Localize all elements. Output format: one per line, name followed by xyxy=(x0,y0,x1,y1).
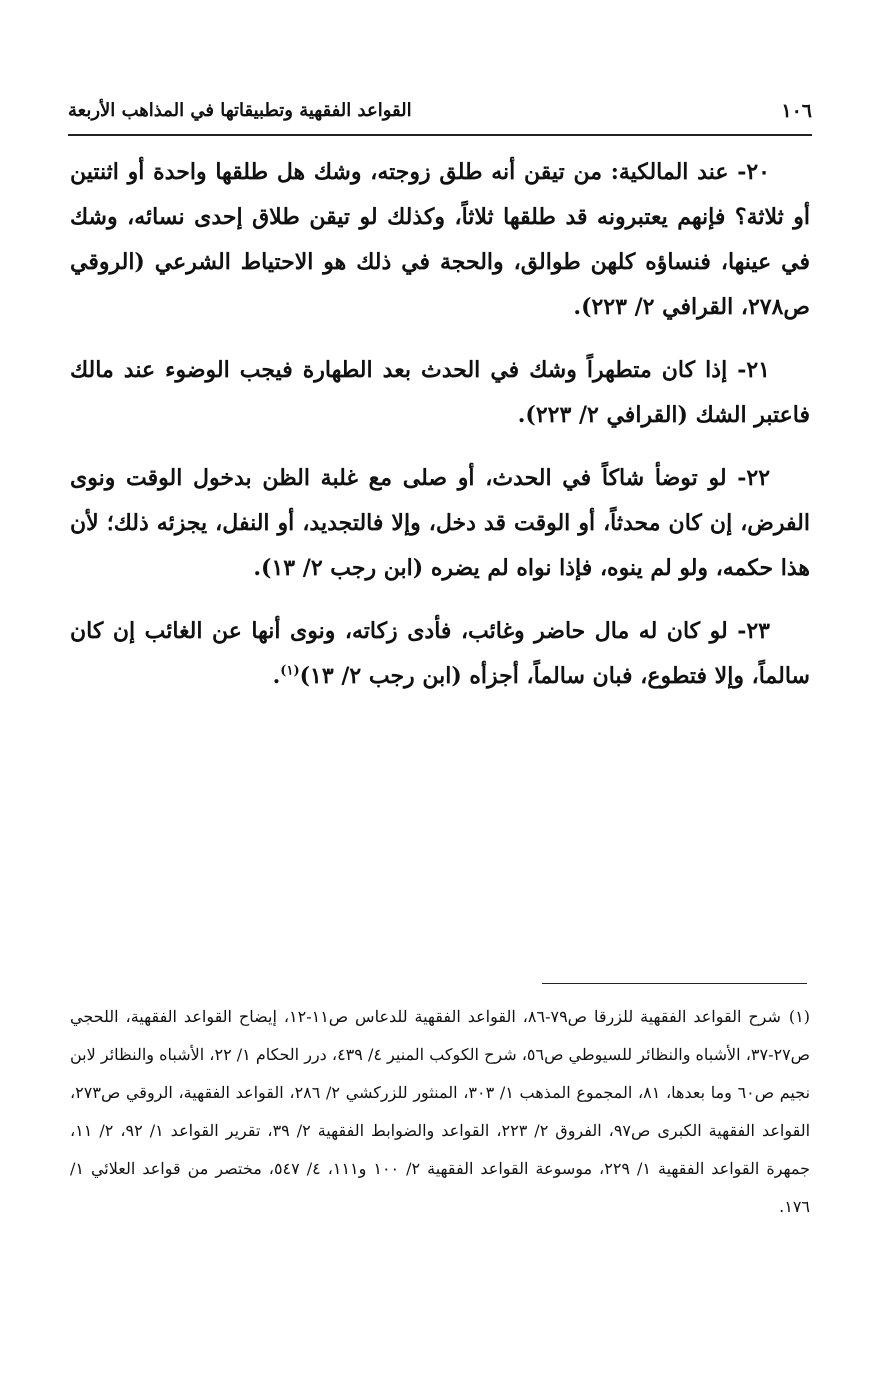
paragraph-21 xyxy=(70,348,810,438)
paragraph-20 xyxy=(70,150,810,330)
footnote-reference[interactable]: (١) xyxy=(280,663,300,679)
footnote-divider xyxy=(542,983,807,984)
footnote-text: شرح القواعد الفقهية للزرقا ص٧٩-٨٦، القواعد الفقهية للدعاس ص١١-١٢، إيضاح القواعد الفقهية، اللحجي ص٢٧-٣٧، الأشباه والنظائر للسيوطي ص٥٦، شرح الكوكب المنير ٤/ ٤٣٩، درر الحكام ١/ ٢٢، الأشباه والنظائر لابن نجيم ص٦٠ وما بعدها، ٨١، المجموع المذهب ١/ ٣٠٣، المنثور للزركشي ٢/ ٢٨٦، القواعد الفقهية، الروقي ص٢٧٣، القواعد الفقهية الكبرى ص٩٧، الفروق ٢/ ٢٢٣، القواعد والضوابط الفقهية ٢/ ٣٩، تقرير القواعد ١/ ٩٢، ٢/ ١١، جمهرة القواعد الفقهية ١/ ٢٢٩، موسوعة القواعد الفقهية ٢/ ١٠٠ و١١١، ٤/ ٥٤٧، مختصر من قواعد العلائي ١/ ١٧٦. xyxy=(70,1007,811,1216)
footnote-marker: (١) xyxy=(788,1007,810,1026)
footnote xyxy=(70,998,810,1226)
paragraph-text: ٢٣- لو كان له مال حاضر وغائب، فأدى زكاته، ونوى أنها عن الغائب إن كان سالماً، وإلا فتطوع، فبان سالماً، أجزأه (ابن رجب ٢/ ١٣) xyxy=(70,618,810,689)
paragraph-text: ٢٠- عند المالكية: من تيقن أنه طلق زوجته، وشك هل طلقها واحدة أو اثنتين أو ثلاثة؟ فإنهم يعتبرونه قد طلقها ثلاثاً، وكذلك لو تيقن طلاق إحدى نسائه، وشك في عينها، فنساؤه كلهن طوالق، والحجة في ذلك هو الاحتياط الشرعي (الروقي ص٢٧٨، القرافي ٢/ ٢٢٣). xyxy=(70,159,810,320)
page-number: ١٠٦ xyxy=(781,100,812,122)
paragraph-text: ٢١- إذا كان متطهراً وشك في الحدث بعد الطهارة فيجب الوضوء عند مالك فاعتبر الشك (القرافي ٢/ ٢٢٣). xyxy=(70,357,810,428)
main-text xyxy=(70,150,810,717)
paragraph-text: ٢٢- لو توضأ شاكاً في الحدث، أو صلى مع غلبة الظن بدخول الوقت ونوى الفرض، إن كان محدثاً، أو الوقت قد دخل، وإلا فالتجديد، أو النفل، يجزئه ذلك؛ لأن هذا حكمه، ولو لم ينوه، فإذا نواه لم يضره (ابن رجب ٢/ ١٣). xyxy=(70,465,810,581)
running-title: القواعد الفقهية وتطبيقاتها في المذاهب الأربعة xyxy=(68,100,412,121)
paragraph-tail: . xyxy=(272,663,281,689)
paragraph-22 xyxy=(70,456,810,591)
header-divider xyxy=(68,134,812,136)
running-header xyxy=(68,88,812,128)
paragraph-23 xyxy=(70,609,810,699)
